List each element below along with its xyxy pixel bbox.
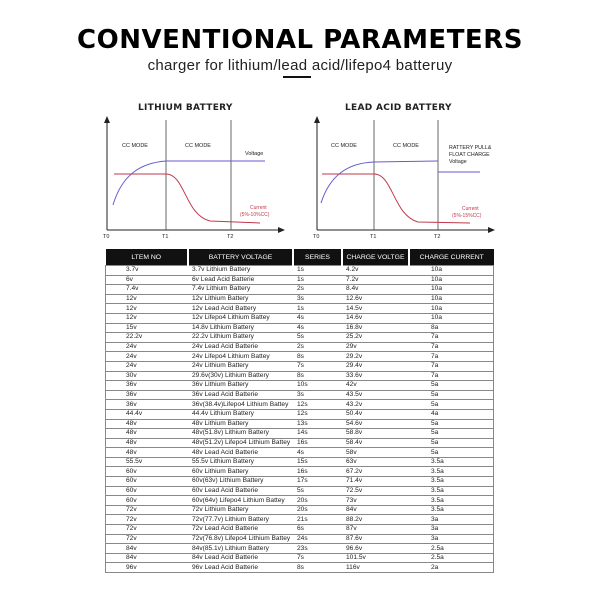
table-header-row [106, 249, 494, 266]
battery-voltage-cell: 96v Lead Acid Batterie [188, 563, 293, 573]
voltage-line [321, 161, 480, 203]
series-cell: 1s [293, 275, 342, 285]
item-no-cell: 60v [106, 496, 189, 506]
lead-acid-battery-chart [310, 115, 510, 245]
tick-t2: T2 [227, 234, 234, 240]
battery-voltage-cell: 24v Lifepo4 Lithium Battey [188, 352, 293, 362]
region-label-1: CC MODE [122, 143, 148, 149]
charge-current-cell: 3.5a [409, 457, 494, 467]
table-row [106, 515, 494, 525]
table-row [106, 467, 494, 477]
item-no-cell: 60v [106, 486, 189, 496]
charge-voltage-cell: 58v [342, 448, 409, 458]
charge-current-cell: 3a [409, 534, 494, 544]
table-row [106, 448, 494, 458]
charge-current-cell: 2.5a [409, 544, 494, 554]
series-cell: 1s [293, 304, 342, 314]
x-axis-arrow [278, 227, 285, 233]
charge-voltage-cell: 71.4v [342, 477, 409, 487]
title-underline [283, 76, 311, 78]
charge-voltage-cell: 58.8v [342, 429, 409, 439]
charge-voltage-cell: 87.6v [342, 534, 409, 544]
battery-voltage-cell: 12v Lithium Battery [188, 294, 293, 304]
charge-voltage-cell: 50.4v [342, 409, 409, 419]
series-cell: 1s [293, 266, 342, 276]
battery-voltage-cell: 60v Lithium Battery [188, 467, 293, 477]
table-row [106, 333, 494, 343]
battery-voltage-cell: 48v Lithium Battery [188, 419, 293, 429]
header-series: SERIES [293, 249, 342, 266]
series-cell: 16s [293, 438, 342, 448]
series-cell: 16s [293, 467, 342, 477]
series-cell: 6s [293, 525, 342, 535]
charge-current-cell: 3.5a [409, 486, 494, 496]
table-row [106, 505, 494, 515]
table-row [106, 285, 494, 295]
voltage-label: Voltage [245, 151, 264, 157]
table-row [106, 361, 494, 371]
series-cell: 7s [293, 361, 342, 371]
charge-current-cell: 3a [409, 515, 494, 525]
header-battery-voltage: BATTERY VOLTAGE [188, 249, 293, 266]
table-row [106, 438, 494, 448]
charge-current-cell: 3.5a [409, 505, 494, 515]
item-no-cell: 60v [106, 467, 189, 477]
item-no-cell: 72v [106, 505, 189, 515]
voltage-label-line3: Voltage [449, 159, 467, 165]
table-body [106, 266, 494, 573]
lead-acid-chart-title: LEAD ACID BATTERY [345, 103, 452, 113]
series-cell: 8s [293, 352, 342, 362]
charge-current-cell: 4a [409, 409, 494, 419]
charge-current-cell: 3.5a [409, 496, 494, 506]
charge-current-cell: 10a [409, 294, 494, 304]
item-no-cell: 30v [106, 371, 189, 381]
charge-current-cell: 3.5a [409, 467, 494, 477]
series-cell: 17s [293, 477, 342, 487]
charge-voltage-cell: 87v [342, 525, 409, 535]
table-row [106, 275, 494, 285]
battery-voltage-cell: 24v Lithium Battery [188, 361, 293, 371]
table-row [106, 400, 494, 410]
series-cell: 5s [293, 486, 342, 496]
battery-voltage-cell: 55.5v Lithium Battery [188, 457, 293, 467]
battery-voltage-cell: 3.7v Lithium Battery [188, 266, 293, 276]
parameters-table [105, 249, 494, 573]
table-row [106, 390, 494, 400]
battery-voltage-cell: 29.6v(30v) Lithium Battery [188, 371, 293, 381]
table-row [106, 486, 494, 496]
current-label: Current [462, 206, 479, 212]
item-no-cell: 48v [106, 429, 189, 439]
charge-voltage-cell: 54.6v [342, 419, 409, 429]
charge-voltage-cell: 4.2v [342, 266, 409, 276]
voltage-label-line1: RATTERY PULL& [449, 145, 492, 151]
charge-current-cell: 5a [409, 390, 494, 400]
y-axis-arrow [104, 116, 110, 123]
table-row [106, 544, 494, 554]
battery-voltage-cell: 36v Lead Acid Batterie [188, 390, 293, 400]
battery-voltage-cell: 72v(76.8v) Lifepo4 Lithium Battey [188, 534, 293, 544]
charge-voltage-cell: 29v [342, 342, 409, 352]
battery-voltage-cell: 72v Lead Acid Batterie [188, 525, 293, 535]
charge-voltage-cell: 101.5v [342, 553, 409, 563]
charge-voltage-cell: 43.5v [342, 390, 409, 400]
header-charge-current: CHARGE CURRENT [409, 249, 494, 266]
charge-current-cell: 5a [409, 419, 494, 429]
charge-current-cell: 7a [409, 333, 494, 343]
series-cell: 10s [293, 381, 342, 391]
charge-voltage-cell: 14.5v [342, 304, 409, 314]
battery-voltage-cell: 48v(51.2v) Lifepo4 Lithium Battey [188, 438, 293, 448]
table-row [106, 371, 494, 381]
series-cell: 13s [293, 419, 342, 429]
battery-voltage-cell: 36v Lithium Battery [188, 381, 293, 391]
item-no-cell: 36v [106, 381, 189, 391]
series-cell: 4s [293, 323, 342, 333]
charge-voltage-cell: 25.2v [342, 333, 409, 343]
item-no-cell: 84v [106, 544, 189, 554]
charge-current-cell: 7a [409, 342, 494, 352]
series-cell: 12s [293, 400, 342, 410]
header-charge-voltage: CHARGE VOLTGE [342, 249, 409, 266]
series-cell: 3s [293, 390, 342, 400]
item-no-cell: 24v [106, 342, 189, 352]
region-label-2: CC MODE [393, 143, 419, 149]
charge-voltage-cell: 43.2v [342, 400, 409, 410]
series-cell: 12s [293, 409, 342, 419]
region-label-1: CC MODE [331, 143, 357, 149]
charge-current-cell: 5a [409, 400, 494, 410]
series-cell: 4s [293, 313, 342, 323]
charge-voltage-cell: 29.4v [342, 361, 409, 371]
battery-voltage-cell: 6v Lead Acid Batterie [188, 275, 293, 285]
charge-current-cell: 2.5a [409, 553, 494, 563]
charge-voltage-cell: 84v [342, 505, 409, 515]
item-no-cell: 72v [106, 515, 189, 525]
series-cell: 2s [293, 342, 342, 352]
table-row [106, 457, 494, 467]
series-cell: 3s [293, 294, 342, 304]
table-row [106, 496, 494, 506]
table-row [106, 294, 494, 304]
charge-current-cell: 10a [409, 266, 494, 276]
item-no-cell: 60v [106, 477, 189, 487]
charge-voltage-cell: 42v [342, 381, 409, 391]
battery-voltage-cell: 44.4v Lithium Battery [188, 409, 293, 419]
charge-voltage-cell: 58.4v [342, 438, 409, 448]
item-no-cell: 96v [106, 563, 189, 573]
lithium-chart-title: LITHIUM BATTERY [138, 103, 233, 113]
battery-voltage-cell: 60v(63v) Lithium Battery [188, 477, 293, 487]
page-subtitle: charger for lithium/lead acid/lifepo4 batteruy [147, 57, 453, 74]
battery-voltage-cell: 12v Lifepo4 Lithium Battey [188, 313, 293, 323]
battery-voltage-cell: 7.4v Lithium Battery [188, 285, 293, 295]
table-row [106, 525, 494, 535]
table-row [106, 429, 494, 439]
charge-voltage-cell: 73v [342, 496, 409, 506]
table-row [106, 381, 494, 391]
item-no-cell: 24v [106, 352, 189, 362]
table-row [106, 477, 494, 487]
page-title: CONVENTIONAL PARAMETERS [77, 25, 523, 55]
charge-current-cell: 10a [409, 313, 494, 323]
region-label-2: CC MODE [185, 143, 211, 149]
table-row [106, 419, 494, 429]
table-row [106, 313, 494, 323]
series-cell: 5s [293, 333, 342, 343]
battery-voltage-cell: 84v(85.1v) Lithium Battery [188, 544, 293, 554]
table-row [106, 304, 494, 314]
series-cell: 23s [293, 544, 342, 554]
battery-voltage-cell: 72v Lithium Battery [188, 505, 293, 515]
charge-current-cell: 3a [409, 525, 494, 535]
battery-voltage-cell: 24v Lead Acid Batterie [188, 342, 293, 352]
series-cell: 4s [293, 448, 342, 458]
charge-voltage-cell: 72.5v [342, 486, 409, 496]
table-row [106, 409, 494, 419]
lithium-battery-chart [100, 115, 300, 245]
battery-voltage-cell: 48v Lead Acid Batterie [188, 448, 293, 458]
series-cell: 8s [293, 563, 342, 573]
charge-voltage-cell: 7.2v [342, 275, 409, 285]
current-line [114, 174, 260, 223]
battery-voltage-cell: 48v(51.8v) Lithium Battery [188, 429, 293, 439]
item-no-cell: 48v [106, 419, 189, 429]
item-no-cell: 55.5v [106, 457, 189, 467]
tick-t0: T0 [103, 234, 110, 240]
voltage-line [113, 161, 265, 205]
charge-current-cell: 7a [409, 361, 494, 371]
charge-voltage-cell: 12.6v [342, 294, 409, 304]
series-cell: 20s [293, 496, 342, 506]
charge-current-cell: 3.5a [409, 477, 494, 487]
y-axis-arrow [314, 116, 320, 123]
battery-voltage-cell: 72v(77.7v) Lithium Battery [188, 515, 293, 525]
table-row [106, 266, 494, 276]
item-no-cell: 7.4v [106, 285, 189, 295]
charge-current-cell: 8a [409, 323, 494, 333]
charge-current-cell: 2a [409, 563, 494, 573]
charge-current-cell: 10a [409, 275, 494, 285]
current-range-label: (5%-10%CC) [240, 212, 270, 218]
item-no-cell: 24v [106, 361, 189, 371]
charge-voltage-cell: 14.6v [342, 313, 409, 323]
battery-voltage-cell: 14.8v Lithium Battery [188, 323, 293, 333]
charge-current-cell: 5a [409, 381, 494, 391]
charge-voltage-cell: 67.2v [342, 467, 409, 477]
battery-voltage-cell: 84v Lead Acid Batterie [188, 553, 293, 563]
series-cell: 14s [293, 429, 342, 439]
charge-voltage-cell: 8.4v [342, 285, 409, 295]
item-no-cell: 84v [106, 553, 189, 563]
charge-current-cell: 5a [409, 448, 494, 458]
tick-t1: T1 [370, 234, 377, 240]
series-cell: 20s [293, 505, 342, 515]
charge-voltage-cell: 33.6v [342, 371, 409, 381]
battery-voltage-cell: 22.2v Lithium Battery [188, 333, 293, 343]
series-cell: 8s [293, 371, 342, 381]
item-no-cell: 3.7v [106, 266, 189, 276]
charge-current-cell: 5a [409, 438, 494, 448]
charge-current-cell: 5a [409, 429, 494, 439]
current-label: Current [250, 205, 267, 211]
charge-voltage-cell: 116v [342, 563, 409, 573]
table-row [106, 534, 494, 544]
charge-voltage-cell: 88.2v [342, 515, 409, 525]
item-no-cell: 12v [106, 313, 189, 323]
current-line [322, 174, 470, 223]
item-no-cell: 72v [106, 525, 189, 535]
charge-current-cell: 7a [409, 352, 494, 362]
header-item-no: LTEM NO [106, 249, 189, 266]
tick-t1: T1 [162, 234, 169, 240]
table-row [106, 352, 494, 362]
table-row [106, 323, 494, 333]
battery-voltage-cell: 60v(64v) Lifepo4 Lithium Battey [188, 496, 293, 506]
table-row [106, 342, 494, 352]
item-no-cell: 12v [106, 304, 189, 314]
item-no-cell: 36v [106, 390, 189, 400]
x-axis-arrow [488, 227, 495, 233]
series-cell: 15s [293, 457, 342, 467]
item-no-cell: 44.4v [106, 409, 189, 419]
tick-t2: T2 [434, 234, 441, 240]
battery-voltage-cell: 12v Lead Acid Battery [188, 304, 293, 314]
table-row [106, 553, 494, 563]
item-no-cell: 15v [106, 323, 189, 333]
battery-voltage-cell: 36v(38.4v)Lifepo4 Lithium Battey [188, 400, 293, 410]
charge-voltage-cell: 16.8v [342, 323, 409, 333]
series-cell: 21s [293, 515, 342, 525]
charge-voltage-cell: 63v [342, 457, 409, 467]
charge-current-cell: 10a [409, 304, 494, 314]
charge-voltage-cell: 29.2v [342, 352, 409, 362]
item-no-cell: 12v [106, 294, 189, 304]
battery-voltage-cell: 60v Lead Acid Batterie [188, 486, 293, 496]
item-no-cell: 22.2v [106, 333, 189, 343]
charge-current-cell: 10a [409, 285, 494, 295]
series-cell: 7s [293, 553, 342, 563]
tick-t0: T0 [313, 234, 320, 240]
item-no-cell: 6v [106, 275, 189, 285]
charge-current-cell: 7a [409, 371, 494, 381]
item-no-cell: 36v [106, 400, 189, 410]
voltage-label-line2: FLOAT CHARGE [449, 152, 490, 158]
item-no-cell: 48v [106, 438, 189, 448]
series-cell: 2s [293, 285, 342, 295]
item-no-cell: 48v [106, 448, 189, 458]
current-range-label: (5%-15%CC) [452, 213, 482, 219]
charge-voltage-cell: 96.6v [342, 544, 409, 554]
series-cell: 24s [293, 534, 342, 544]
item-no-cell: 72v [106, 534, 189, 544]
table-row [106, 563, 494, 573]
